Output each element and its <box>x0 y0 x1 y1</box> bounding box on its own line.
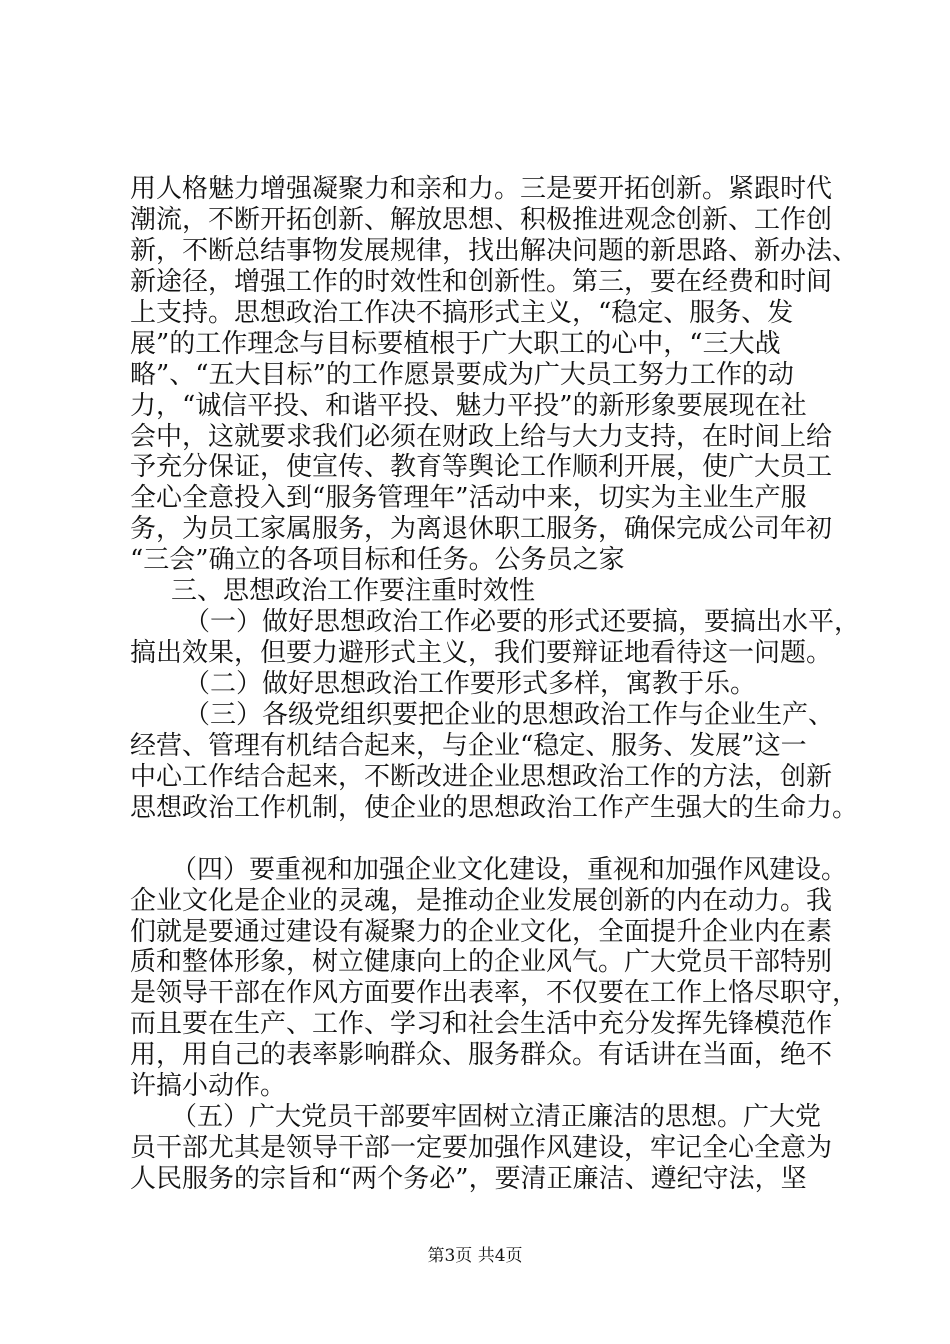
body-text-line: 略”、“五大目标”的工作愿景要成为广大员工努力工作的动 <box>130 360 794 390</box>
body-text-line: 新，不断总结事物发展规律，找出解决问题的新思路、新办法、 <box>130 236 859 266</box>
body-text-line: 潮流，不断开拓创新、解放思想、积极推进观念创新、工作创 <box>130 205 833 235</box>
body-text-line: 用人格魅力增强凝聚力和亲和力。三是要开拓创新。紧跟时代 <box>130 174 833 204</box>
body-text-line: 企业文化是企业的灵魂，是推动企业发展创新的内在动力。我 <box>130 886 833 916</box>
body-text-line: 上支持。思想政治工作决不搞形式主义，“稳定、服务、发 <box>130 298 794 328</box>
body-text-line: 务，为员工家属服务，为离退休职工服务，确保完成公司年初 <box>130 514 833 544</box>
body-text-line: 经营、管理有机结合起来，与企业“稳定、服务、发展”这一 <box>130 731 807 761</box>
body-text-line: （五）广大党员干部要牢固树立清正廉洁的思想。广大党 <box>171 1102 822 1132</box>
body-text-line: 而且要在生产、工作、学习和社会生活中充分发挥先锋模范作 <box>130 1009 833 1039</box>
body-text-line: 是领导干部在作风方面要作出表率，不仅要在工作上恪尽职守， <box>130 978 859 1008</box>
body-text-line: 人民服务的宗旨和“两个务必”，要清正廉洁、遵纪守法，坚 <box>130 1164 807 1194</box>
body-text-line: 全心全意投入到“服务管理年”活动中来，切实为主业生产服 <box>130 483 807 513</box>
body-text-line: 搞出效果，但要力避形式主义，我们要辩证地看待这一问题。 <box>130 638 833 668</box>
body-text-line: （二）做好思想政治工作要形式多样，寓教于乐。 <box>184 669 757 699</box>
body-text-line: 用，用自己的表率影响群众、服务群众。有话讲在当面，绝不 <box>130 1040 833 1070</box>
page-footer: 第3页 共4页 <box>427 1246 523 1266</box>
body-text-line: 质和整体形象，树立健康向上的企业风气。广大党员干部特别 <box>130 947 833 977</box>
body-text-line: “三会”确立的各项目标和任务。公务员之家 <box>130 545 625 575</box>
body-text-line: 会中，这就要求我们必须在财政上给与大力支持，在时间上给 <box>130 422 833 452</box>
body-text-line: （四）要重视和加强企业文化建设，重视和加强作风建设。 <box>171 855 848 885</box>
body-text-line: （三）各级党组织要把企业的思想政治工作与企业生产、 <box>184 700 835 730</box>
body-text-line: 思想政治工作机制，使企业的思想政治工作产生强大的生命力。 <box>130 793 859 823</box>
body-text-line: 们就是要通过建设有凝聚力的企业文化，全面提升企业内在素 <box>130 917 833 947</box>
body-text-line: 许搞小动作。 <box>130 1071 287 1101</box>
body-text-line: （一）做好思想政治工作必要的形式还要搞，要搞出水平， <box>184 607 861 637</box>
body-text-line: 新途径，增强工作的时效性和创新性。第三，要在经费和时间 <box>130 267 833 297</box>
section-heading: 三、思想政治工作要注重时效性 <box>171 576 536 606</box>
body-text-line: 中心工作结合起来，不断改进企业思想政治工作的方法，创新 <box>130 762 833 792</box>
body-text-line: 力，“诚信平投、和谐平投、魅力平投”的新形象要展现在社 <box>130 391 807 421</box>
body-text-line: 展”的工作理念与目标要植根于广大职工的心中，“三大战 <box>130 329 781 359</box>
body-text-line: 予充分保证，使宣传、教育等舆论工作顺利开展，使广大员工 <box>130 452 833 482</box>
body-text-line: 员干部尤其是领导干部一定要加强作风建设，牢记全心全意为 <box>130 1133 833 1163</box>
